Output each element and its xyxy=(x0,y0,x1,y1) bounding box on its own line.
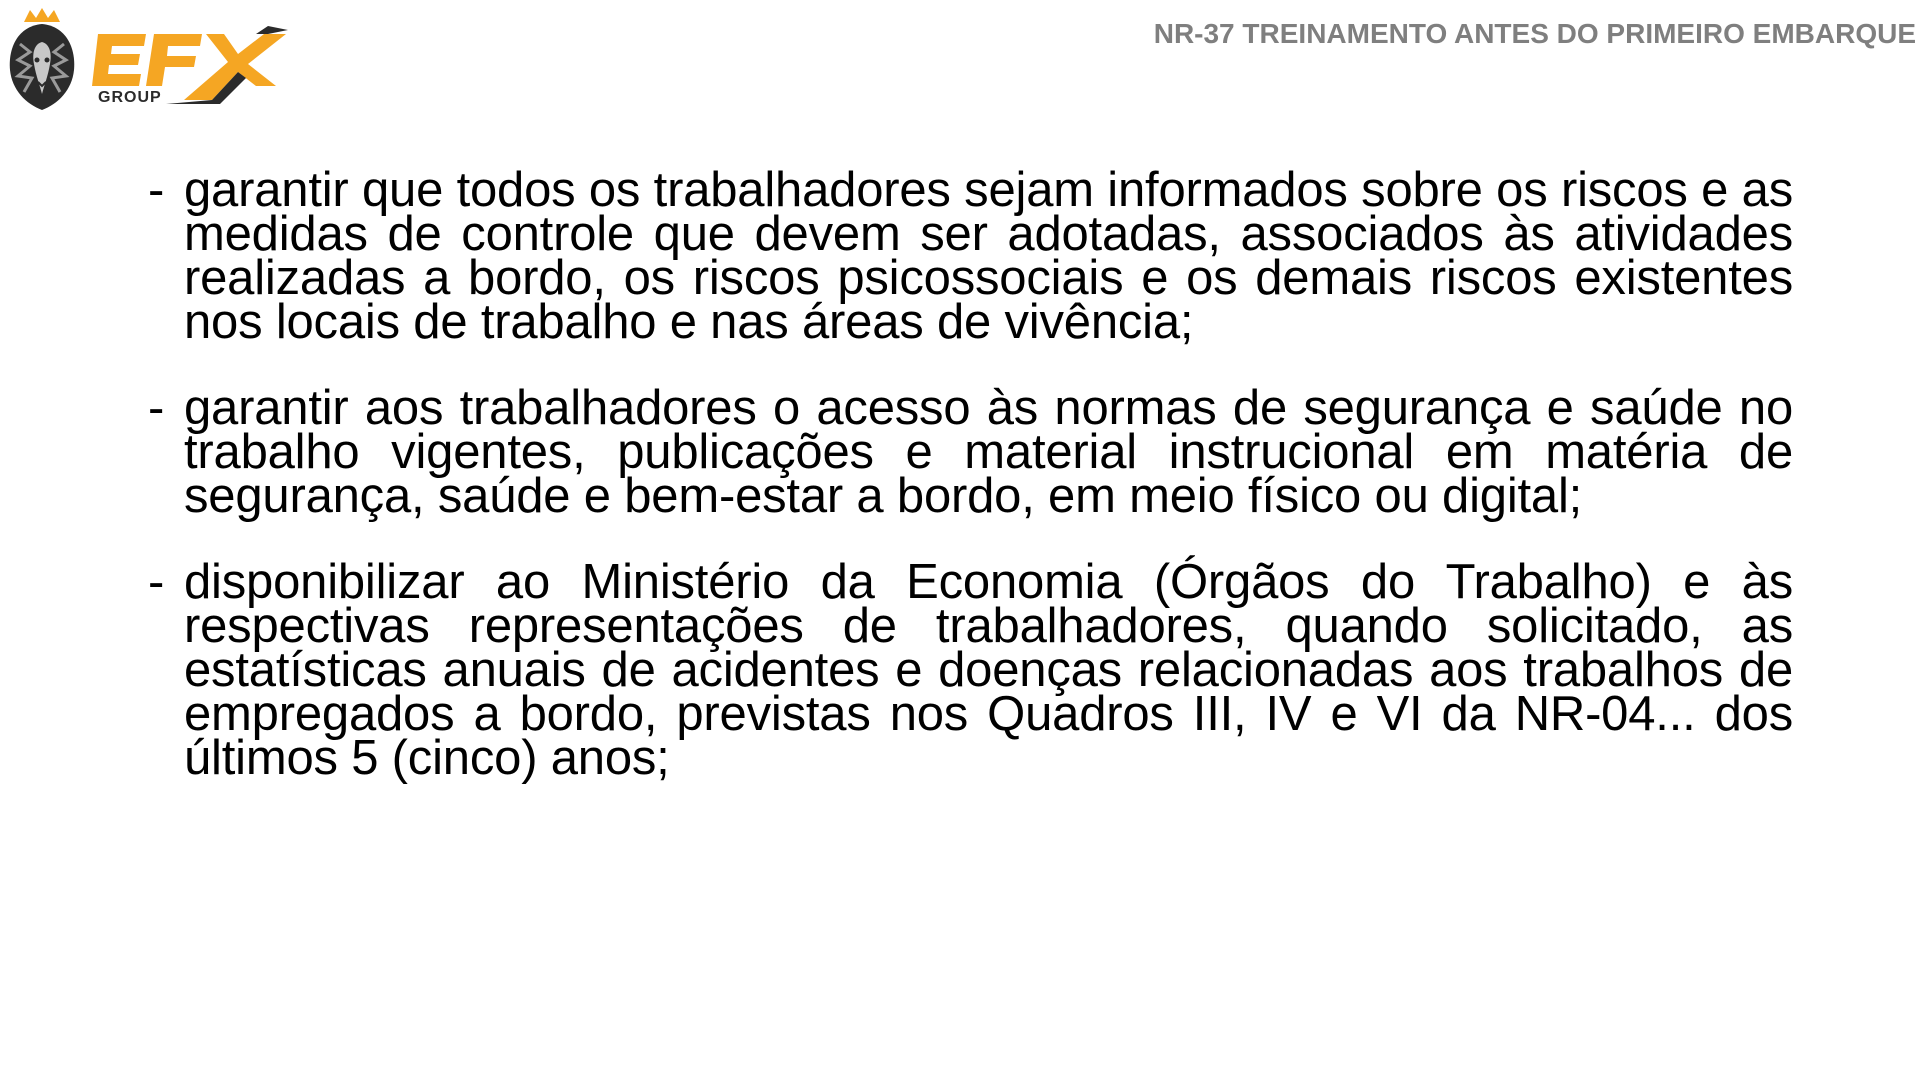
bullet-marker: - xyxy=(148,163,165,217)
bullet-marker: - xyxy=(148,381,165,435)
group-text: GROUP xyxy=(98,89,162,106)
bullet-item xyxy=(148,381,1793,523)
lion-head-icon xyxy=(10,24,74,110)
bullet-marker: - xyxy=(148,555,165,609)
bullet-item xyxy=(148,163,1793,349)
bullet-text: disponibilizar ao Ministério da Economia (Órgãos do Trabalho) e às respectivas representações de trabalhadores, quando solicitado, as estatísticas anuais de acidentes e doenças relacionadas aos trabalhos de empregados a bordo, previstas nos Quadros III, IV e VI da NR-04... dos últimos 5 (cinco) anos; xyxy=(184,555,1793,785)
bullet-text: garantir aos trabalhadores o acesso às normas de segurança e saúde no trabalho vigentes, publicações e material instrucional em matéria de segurança, saúde e bem-estar a bordo, em meio físico ou digital; xyxy=(184,381,1793,523)
efx-group-logo xyxy=(6,4,291,112)
bullet-text: garantir que todos os trabalhadores sejam informados sobre os riscos e as medidas de controle que devem ser adotadas, associados às atividades realizadas a bordo, os riscos psicossociais e os demais riscos existentes nos locais de trabalho e nas áreas de vivência; xyxy=(184,163,1793,349)
crown-icon xyxy=(24,8,60,22)
bullet-item xyxy=(148,555,1793,785)
slide-content xyxy=(148,163,1793,822)
header-title: NR-37 TREINAMENTO ANTES DO PRIMEIRO EMBARQUE xyxy=(1153,18,1916,49)
